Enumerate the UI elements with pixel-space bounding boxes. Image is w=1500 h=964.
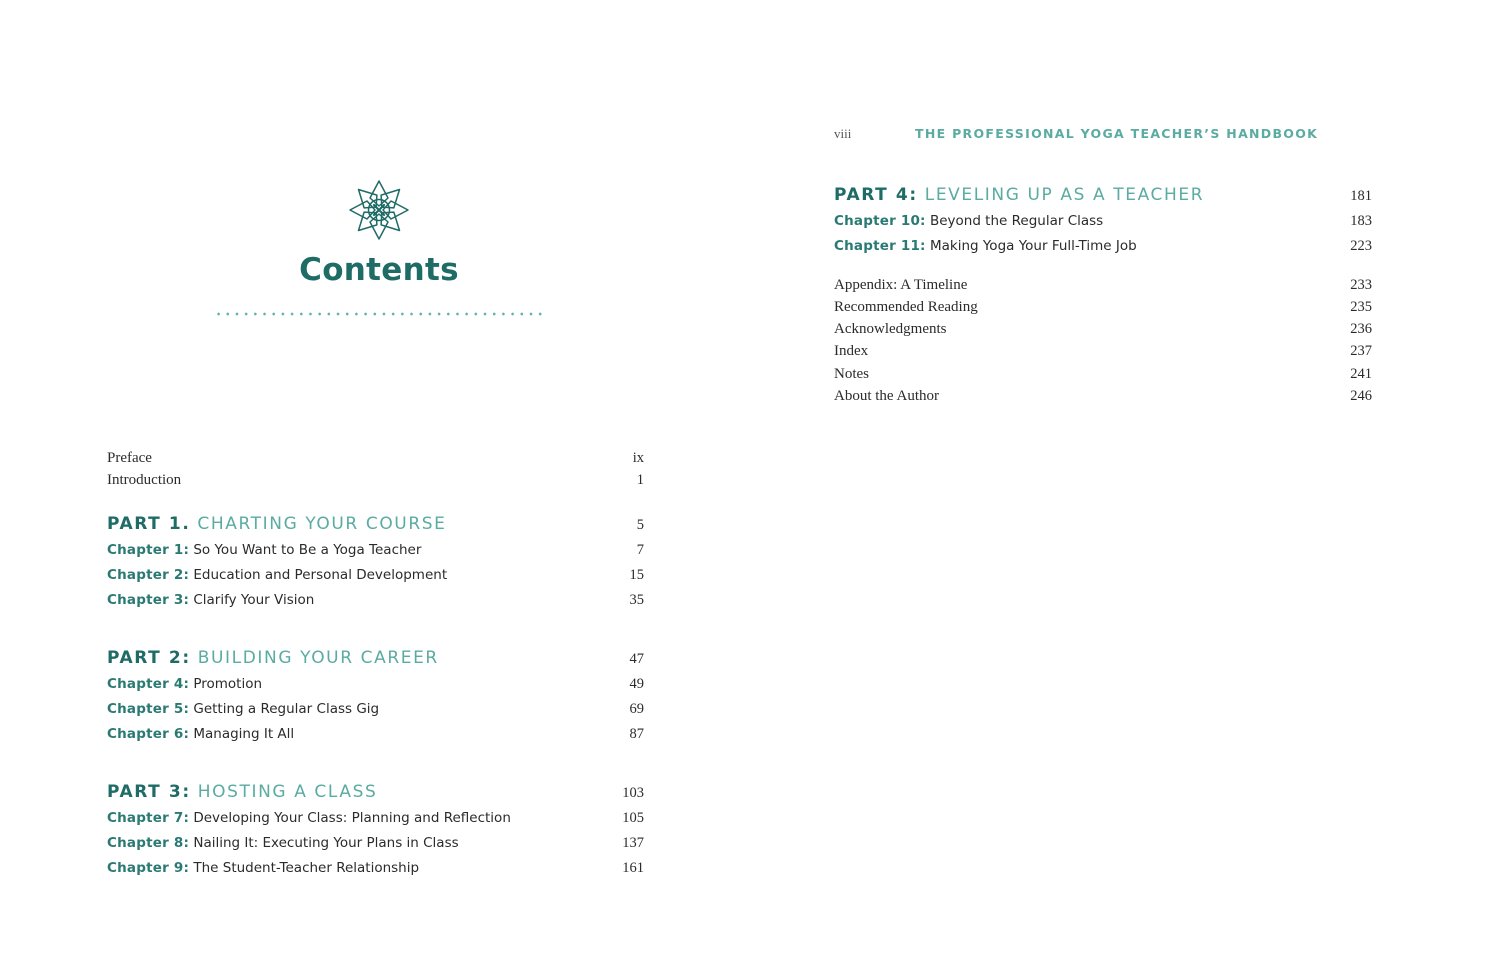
toc-chapter-10[interactable] [834, 213, 1372, 230]
toc-entry-label: Introduction [107, 472, 182, 488]
lotus-emblem-icon [347, 178, 411, 242]
chapter-title: Beyond the Regular Class [929, 213, 1104, 229]
toc-page-number: 233 [1350, 277, 1372, 293]
chapter-label: Chapter 11: [834, 238, 926, 254]
toc-entry-label: Recommended Reading [834, 299, 978, 315]
part-heading [107, 648, 439, 668]
toc-entry-index[interactable] [834, 343, 1372, 360]
part-label: PART 4: [834, 185, 918, 205]
chapter-label: Chapter 5: [107, 701, 190, 717]
toc-part-2[interactable] [107, 648, 644, 668]
chapter-label: Chapter 3: [107, 592, 190, 608]
toc-page-number: 181 [1350, 188, 1372, 204]
toc-entry-label: About the Author [834, 388, 939, 404]
chapter-label: Chapter 9: [107, 860, 190, 876]
page-folio: viii [834, 126, 852, 141]
toc-entry-about-the-author[interactable] [834, 388, 1372, 405]
toc-entry-acknowledgments[interactable] [834, 321, 1372, 338]
toc-chapter-8[interactable] [107, 835, 644, 852]
chapter-entry [107, 860, 419, 876]
toc-part-1[interactable] [107, 514, 644, 534]
toc-chapter-2[interactable] [107, 567, 644, 584]
toc-entry-recommended-reading[interactable] [834, 299, 1372, 316]
toc-page-number: 49 [629, 676, 644, 692]
chapter-entry [107, 701, 379, 717]
chapter-title: Developing Your Class: Planning and Reflection [193, 810, 511, 826]
part-title: BUILDING YOUR CAREER [197, 648, 439, 668]
toc-entry-label: Appendix: A Timeline [834, 277, 968, 293]
toc-entry-label: Preface [107, 450, 152, 466]
chapter-entry [107, 567, 447, 583]
chapter-label: Chapter 10: [834, 213, 926, 229]
toc-page-number: 47 [629, 651, 644, 667]
toc-chapter-3[interactable] [107, 592, 644, 609]
toc-entry-notes[interactable] [834, 366, 1372, 383]
toc-page-number: 15 [629, 567, 644, 583]
chapter-title: Making Yoga Your Full-Time Job [929, 238, 1137, 254]
toc-page-number: 161 [622, 860, 644, 876]
part-label: PART 2: [107, 648, 191, 668]
toc-page-number: 103 [622, 785, 644, 801]
chapter-title: So You Want to Be a Yoga Teacher [193, 542, 422, 558]
toc-page-number: 7 [636, 542, 644, 558]
toc-page-number: 1 [636, 472, 644, 488]
chapter-label: Chapter 7: [107, 810, 190, 826]
toc-entry-label: Acknowledgments [834, 321, 947, 337]
toc-chapter-7[interactable] [107, 810, 644, 827]
chapter-label: Chapter 8: [107, 835, 190, 851]
chapter-entry [107, 835, 459, 851]
toc-entry-label: Index [834, 343, 869, 359]
toc-chapter-5[interactable] [107, 701, 644, 718]
toc-page-number: 105 [622, 810, 644, 826]
toc-page-number: 35 [629, 592, 644, 608]
part-heading [107, 514, 447, 534]
chapter-title: Education and Personal Development [193, 567, 448, 583]
chapter-title: The Student-Teacher Relationship [193, 860, 420, 876]
toc-page-number: 5 [636, 517, 644, 533]
toc-page-number: 235 [1350, 299, 1372, 315]
toc-chapter-6[interactable] [107, 726, 644, 743]
chapter-entry [107, 810, 511, 826]
chapter-title: Nailing It: Executing Your Plans in Class [193, 835, 459, 851]
toc-chapter-9[interactable] [107, 860, 644, 877]
toc-page-number: 241 [1350, 366, 1372, 382]
toc-page-number: 223 [1350, 238, 1372, 254]
toc-entry-appendix[interactable] [834, 277, 1372, 294]
toc-chapter-4[interactable] [107, 676, 644, 693]
part-label: PART 1. [107, 514, 191, 534]
toc-page-number: ix [632, 450, 644, 466]
chapter-entry [107, 542, 421, 558]
chapter-title: Managing It All [193, 726, 295, 742]
chapter-entry [107, 592, 314, 608]
chapter-entry [107, 726, 294, 742]
toc-page-number: 183 [1350, 213, 1372, 229]
toc-page-number: 237 [1350, 343, 1372, 359]
part-label: PART 3: [107, 782, 191, 802]
chapter-label: Chapter 4: [107, 676, 190, 692]
toc-entry-label: Notes [834, 366, 869, 382]
toc-entry-introduction[interactable] [107, 472, 644, 489]
chapter-entry [107, 676, 262, 692]
chapter-title: Promotion [193, 676, 263, 692]
part-heading [107, 782, 377, 802]
chapter-title: Getting a Regular Class Gig [193, 701, 380, 717]
chapter-label: Chapter 1: [107, 542, 190, 558]
chapter-entry [834, 213, 1103, 229]
running-head: THE PROFESSIONAL YOGA TEACHER’S HANDBOOK [915, 126, 1319, 141]
chapter-title: Clarify Your Vision [193, 592, 315, 608]
toc-entry-preface[interactable] [107, 450, 644, 467]
toc-page-number: 87 [629, 726, 644, 742]
toc-part-3[interactable] [107, 782, 644, 802]
chapter-label: Chapter 6: [107, 726, 190, 742]
chapter-entry [834, 238, 1137, 254]
part-title: HOSTING A CLASS [197, 782, 378, 802]
toc-page-number: 137 [622, 835, 644, 851]
toc-page-number: 236 [1350, 321, 1372, 337]
toc-page-number: 246 [1350, 388, 1372, 404]
part-title: LEVELING UP AS A TEACHER [924, 185, 1205, 205]
part-heading [834, 185, 1204, 205]
toc-page-number: 69 [629, 701, 644, 717]
toc-chapter-1[interactable] [107, 542, 644, 559]
page-title: Contents [299, 252, 459, 288]
part-title: CHARTING YOUR COURSE [197, 514, 447, 534]
toc-part-4[interactable] [834, 185, 1372, 205]
dotted-divider [214, 312, 548, 316]
chapter-label: Chapter 2: [107, 567, 190, 583]
toc-chapter-11[interactable] [834, 238, 1372, 255]
right-page [750, 0, 1500, 964]
